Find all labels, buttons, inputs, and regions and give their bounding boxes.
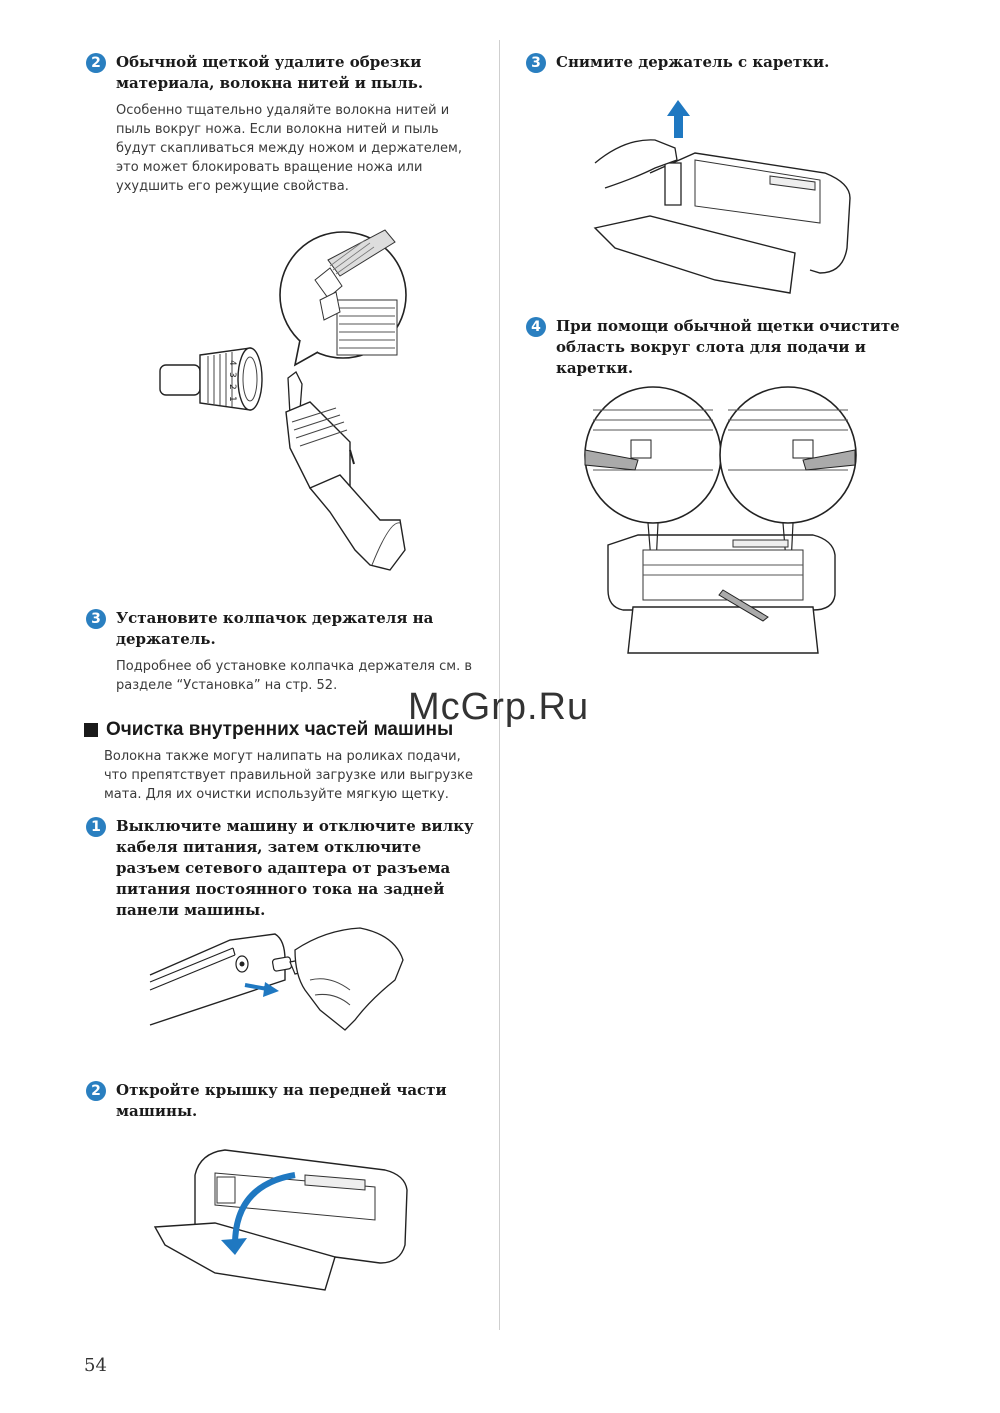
step-attach-cap <box>86 608 486 650</box>
step-title: Откройте крышку на передней части машины. <box>116 1081 447 1120</box>
section-body: Волокна также могут налипать на роликах подачи, что препятствует правильной загрузке или выгрузке мата. Для их очистки используйте мягкую щетку. <box>104 749 473 802</box>
step-body: Особенно тщательно удаляйте волокна нитей и пыль вокруг ножа. Если волокна нитей и пыль будут скапливаться между ножом и держателем, это может блокировать вращение ножа или ухудшить его режущие свойства. <box>116 103 462 194</box>
section-square-icon <box>84 723 98 737</box>
dial-label-3: 3 <box>227 372 237 378</box>
step-clean-brush <box>86 52 486 94</box>
step-number-badge: 1 <box>86 817 106 837</box>
step-number-badge: 3 <box>86 609 106 629</box>
holder-brush-illustration <box>150 220 420 585</box>
step-number-badge: 2 <box>86 53 106 73</box>
step-clean-slot <box>526 316 926 379</box>
step-number-badge: 2 <box>86 1081 106 1101</box>
unplug-illustration <box>145 920 425 1050</box>
step-title: Установите колпачок держателя на держатель. <box>116 609 434 648</box>
step-title: Обычной щеткой удалите обрезки материала, волокна нитей и пыль. <box>116 53 424 92</box>
remove-holder-illustration <box>595 98 855 298</box>
step-number-badge: 4 <box>526 317 546 337</box>
clean-slot-illustration <box>583 385 858 660</box>
step-remove-holder <box>526 52 926 73</box>
step-title: Выключите машину и отключите вилку кабеля питания, затем отключите разъем сетевого адаптера от разъема питания постоянного тока на задней панели машины. <box>116 817 474 919</box>
step-open-cover <box>86 1080 486 1122</box>
dial-label-1: 1 <box>227 396 237 402</box>
dial-label-2: 2 <box>227 384 237 390</box>
section-heading <box>84 719 453 741</box>
step-title: Снимите держатель с каретки. <box>556 53 830 71</box>
page-number: 54 <box>84 1355 107 1376</box>
step-body: Подробнее об установке колпачка держателя см. в разделе “Установка” на стр. 52. <box>116 659 472 693</box>
step-power-off <box>86 816 486 921</box>
section-title: Очистка внутренних частей машины <box>106 719 454 740</box>
watermark: McGrp.Ru <box>408 686 590 728</box>
column-divider <box>499 40 500 1330</box>
step-title: При помощи обычной щетки очистите область вокруг слота для подачи и каретки. <box>556 317 900 377</box>
dial-label-4: 4 <box>227 360 237 366</box>
step-number-badge: 3 <box>526 53 546 73</box>
open-cover-illustration <box>155 1145 415 1295</box>
